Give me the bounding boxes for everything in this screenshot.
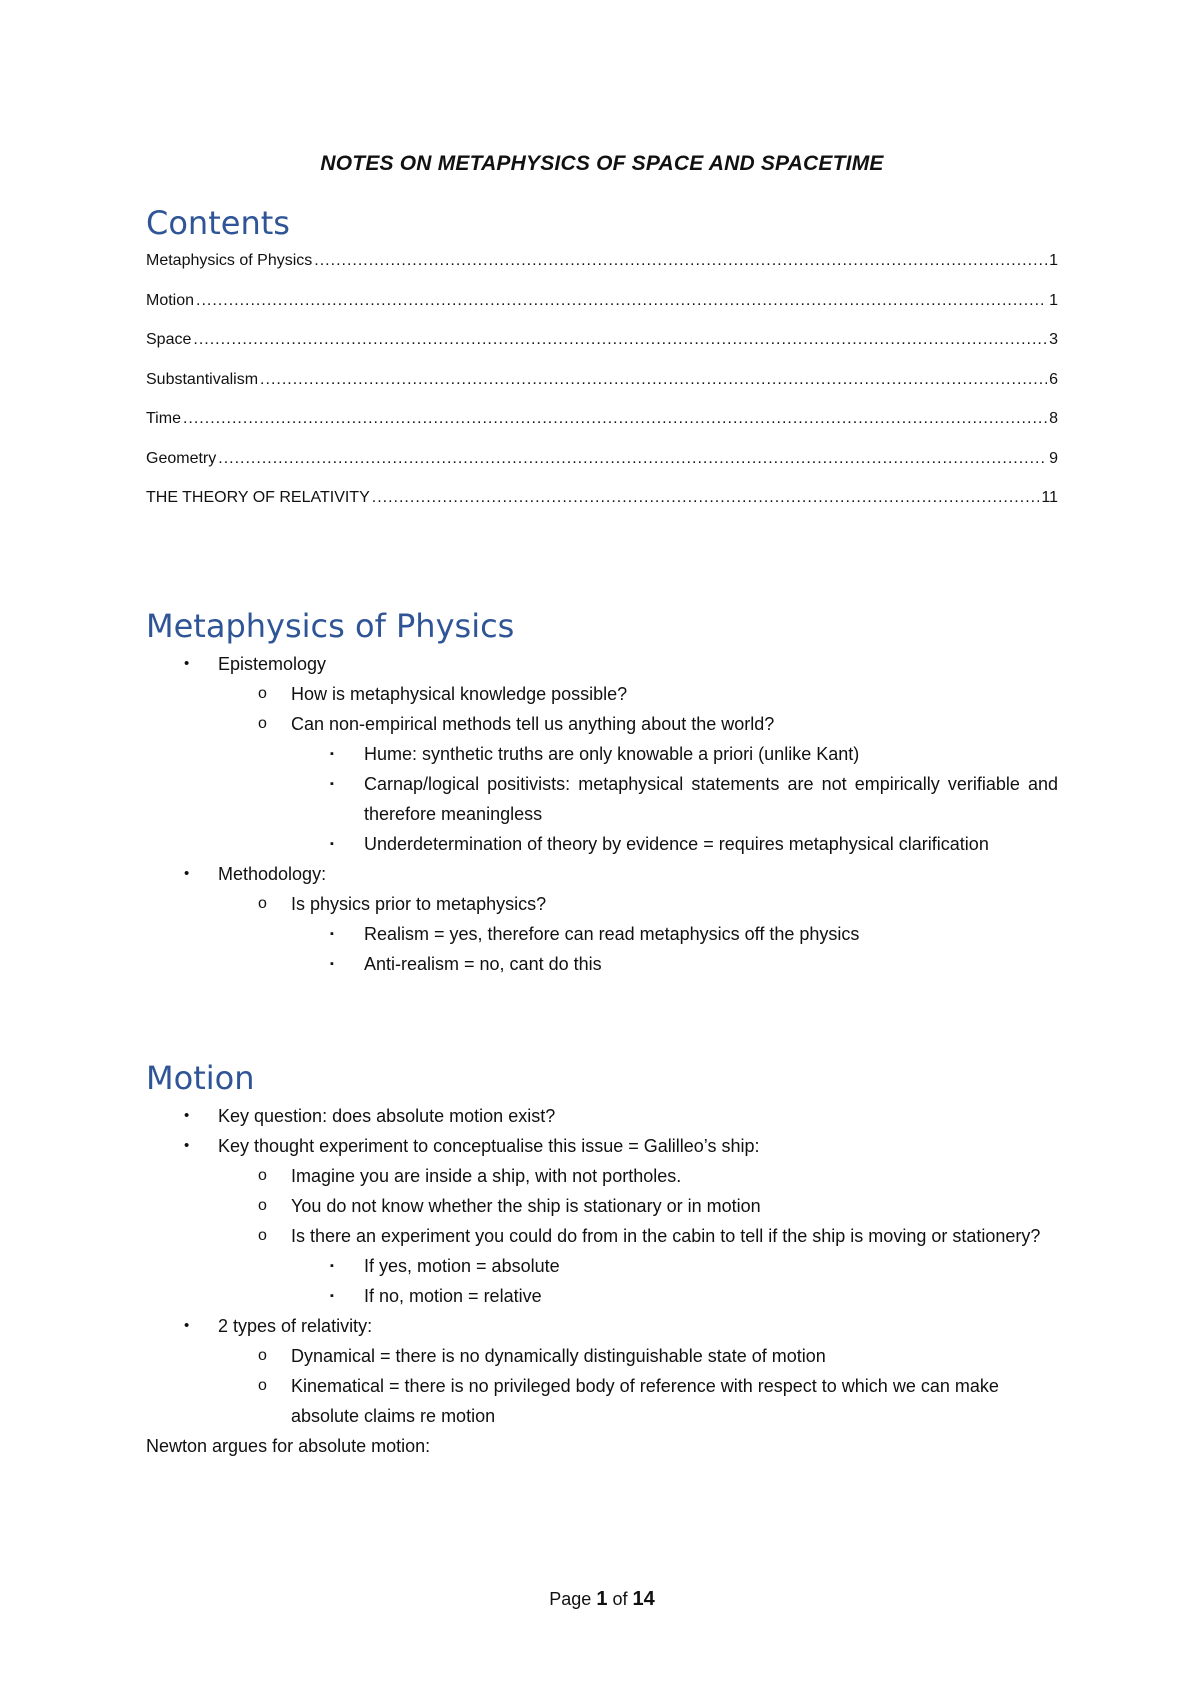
list-item: o How is metaphysical knowledge possible? — [146, 679, 1058, 709]
toc-entry[interactable] — [146, 489, 1058, 529]
bullet-dot-icon: • — [184, 655, 190, 672]
list-item: ▪ Realism = yes, therefore can read metaphysics off the physics — [146, 919, 1058, 949]
toc-entry[interactable] — [146, 371, 1058, 411]
bullet-dot-icon: • — [184, 1107, 190, 1124]
list-item: ▪ Hume: synthetic truths are only knowable a priori (unlike Kant) — [146, 739, 1058, 769]
bullet-circle-icon: o — [258, 1347, 267, 1364]
toc-entry[interactable] — [146, 410, 1058, 450]
list-item: ▪ Anti-realism = no, cant do this — [146, 949, 1058, 979]
toc-leader-dots — [260, 371, 1047, 389]
list-item: o Is physics prior to metaphysics? — [146, 889, 1058, 919]
toc-entry[interactable] — [146, 292, 1058, 332]
toc-leader-dots — [193, 331, 1047, 349]
bullet-circle-icon: o — [258, 715, 267, 732]
toc-leader-dots — [314, 252, 1047, 270]
section-heading-motion: Motion — [146, 1059, 255, 1097]
footer-total-pages: 14 — [632, 1588, 655, 1610]
toc-entry-page: 1 — [1049, 252, 1058, 269]
list-item: o Dynamical = there is no dynamically distinguishable state of motion — [146, 1341, 1058, 1371]
toc-leader-dots — [218, 450, 1047, 468]
document-title: NOTES ON METAPHYSICS OF SPACE AND SPACETIME — [320, 152, 884, 175]
toc-entry[interactable] — [146, 252, 1058, 292]
bullet-circle-icon: o — [258, 1227, 267, 1244]
list-item: o Is there an experiment you could do from in the cabin to tell if the ship is moving or stationery? — [146, 1221, 1058, 1251]
toc-entry[interactable] — [146, 331, 1058, 371]
bullet-dot-icon: • — [184, 1317, 190, 1334]
toc-entry-label: Metaphysics of Physics — [146, 252, 313, 269]
list-item: o Kinematical = there is no privileged body of reference with respect to which we can make absolute claims re motion — [146, 1371, 1058, 1431]
toc-heading: Contents — [146, 204, 290, 242]
footer-current-page: 1 — [596, 1588, 608, 1610]
list-item: o Imagine you are inside a ship, with not portholes. — [146, 1161, 1058, 1191]
list-item: ▪ If no, motion = relative — [146, 1281, 1058, 1311]
toc-entry[interactable] — [146, 450, 1058, 490]
bullet-circle-icon: o — [258, 685, 267, 702]
bullet-dot-icon: • — [184, 865, 190, 882]
toc-entry-label: Time — [146, 410, 181, 427]
metaphysics-list — [146, 649, 1058, 979]
list-item: • Epistemology — [146, 649, 1058, 679]
toc-entry-label: Substantivalism — [146, 370, 259, 388]
toc-entry-page: 1 — [1049, 291, 1058, 309]
list-item: o You do not know whether the ship is stationary or in motion — [146, 1191, 1058, 1221]
toc-entry-page: 6 — [1049, 370, 1058, 388]
list-item: ▪ If yes, motion = absolute — [146, 1251, 1058, 1281]
document-page — [146, 0, 1058, 1698]
bullet-square-icon: ▪ — [330, 778, 334, 790]
toc-leader-dots — [196, 292, 1047, 310]
list-item: ▪ Carnap/logical positivists: metaphysical statements are not empirically verifiable and therefore meaningless — [146, 769, 1058, 829]
footer-of-word: of — [612, 1589, 628, 1609]
bullet-square-icon: ▪ — [330, 748, 334, 760]
bullet-square-icon: ▪ — [330, 1290, 334, 1302]
bullet-square-icon: ▪ — [330, 1260, 334, 1272]
list-item: • Key question: does absolute motion exist? — [146, 1101, 1058, 1131]
list-item: ▪ Underdetermination of theory by evidence = requires metaphysical clarification — [146, 829, 1058, 859]
section-heading-metaphysics: Metaphysics of Physics — [146, 607, 515, 645]
table-of-contents — [146, 252, 1058, 529]
bullet-square-icon: ▪ — [330, 928, 334, 940]
paragraph: Newton argues for absolute motion: — [146, 1436, 431, 1456]
bullet-circle-icon: o — [258, 1197, 267, 1214]
bullet-dot-icon: • — [184, 1137, 190, 1154]
list-item: • Methodology: — [146, 859, 1058, 889]
footer-page-word: Page — [549, 1589, 592, 1609]
toc-entry-label: Geometry — [146, 449, 217, 467]
bullet-circle-icon: o — [258, 1377, 267, 1394]
list-item: • 2 types of relativity: — [146, 1311, 1058, 1341]
toc-entry-page: 8 — [1049, 410, 1058, 427]
list-item: o Can non-empirical methods tell us anything about the world? — [146, 709, 1058, 739]
toc-leader-dots — [372, 489, 1040, 507]
toc-entry-page: 3 — [1049, 331, 1058, 348]
toc-entry-label: Motion — [146, 291, 195, 309]
toc-entry-label: Space — [146, 331, 192, 348]
list-item: • Key thought experiment to conceptualise this issue = Galilleo’s ship: — [146, 1131, 1058, 1161]
bullet-square-icon: ▪ — [330, 958, 334, 970]
bullet-square-icon: ▪ — [330, 838, 334, 850]
page-footer — [146, 1588, 1058, 1611]
bullet-circle-icon: o — [258, 895, 267, 912]
toc-entry-label: THE THEORY OF RELATIVITY — [146, 489, 370, 506]
toc-entry-page: 9 — [1049, 449, 1058, 467]
toc-entry-page: 11 — [1041, 489, 1058, 506]
motion-list — [146, 1101, 1058, 1461]
toc-leader-dots — [183, 410, 1047, 428]
bullet-circle-icon: o — [258, 1167, 267, 1184]
